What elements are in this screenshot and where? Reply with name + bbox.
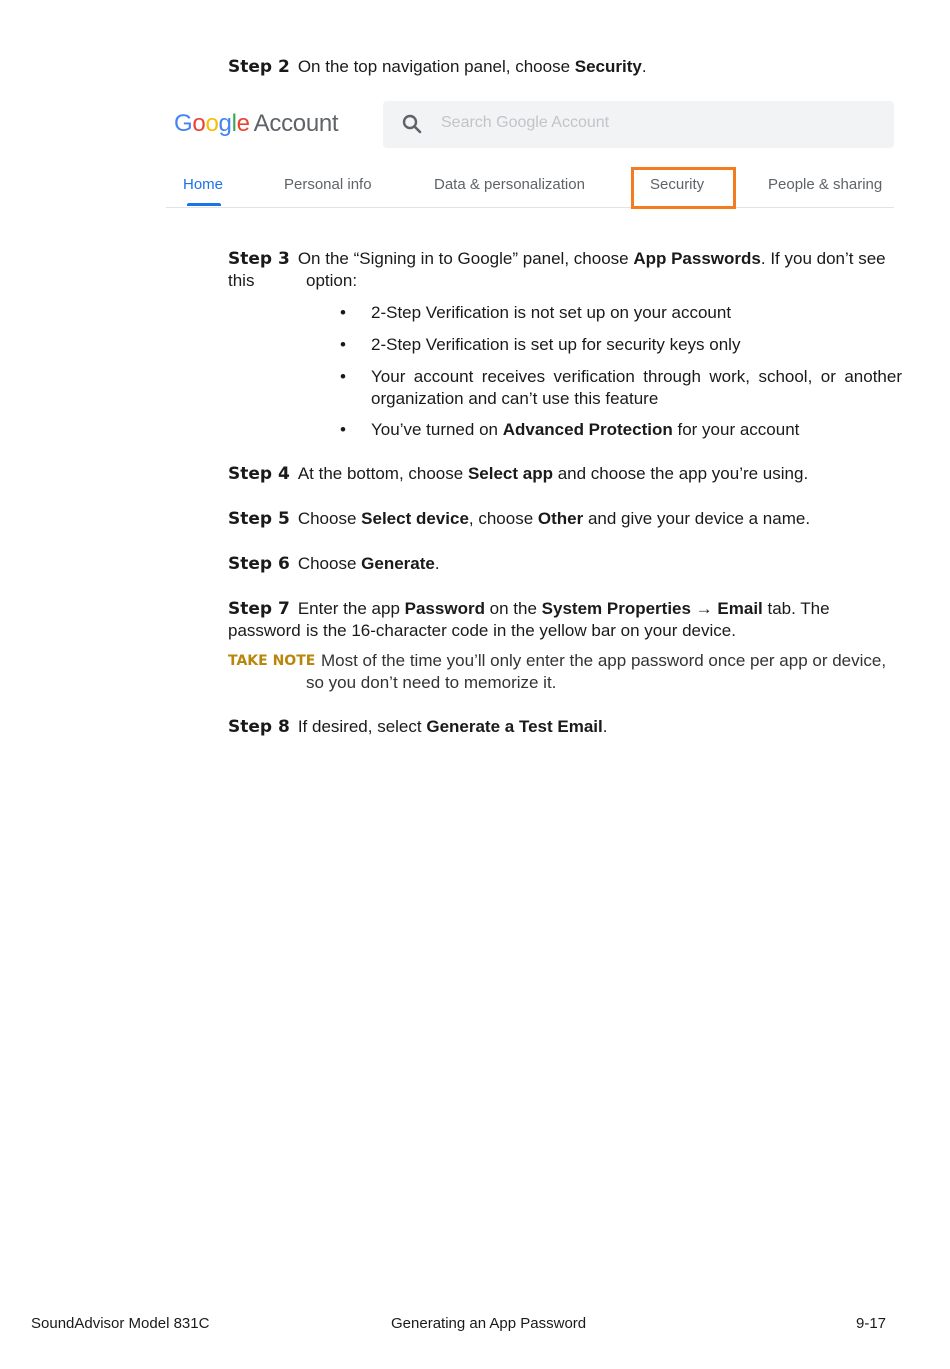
search-bar[interactable] [383, 101, 894, 148]
tab-people-sharing[interactable]: People & sharing [768, 176, 883, 193]
google-account-screenshot [166, 100, 894, 208]
step-6: Step 6 Choose Generate. [228, 554, 440, 574]
step-3: Step 3 On the “Signing in to Google” panel, choose App Passwords. If you don’t see this [228, 249, 886, 290]
footer-section-title: Generating an App Password [391, 1315, 587, 1332]
step-label: Step 8 [228, 717, 290, 737]
search-input[interactable]: Search Google Account [441, 114, 610, 131]
step-2: Step 2 On the top navigation panel, choose Security. [228, 57, 647, 77]
step-5: Step 5 Choose Select device, choose Other and give your device a name. [228, 509, 811, 529]
tab-personal-info[interactable]: Personal info [284, 176, 372, 193]
take-note-continuation: so you don’t need to memorize it. [306, 673, 557, 692]
step-label: Step 2 [228, 57, 290, 77]
security-highlight-box [631, 167, 736, 209]
step-label: Step 3 [228, 249, 290, 269]
step-4: Step 4 At the bottom, choose Select app and choose the app you’re using. [228, 464, 809, 484]
active-tab-indicator [187, 203, 221, 206]
step-label: Step 5 [228, 509, 290, 529]
footer-page-number: 9-17 [856, 1315, 887, 1332]
take-note-label: TAKE NOTE [228, 653, 316, 669]
step-8: Step 8 If desired, select Generate a Test Email. [228, 717, 608, 737]
step-7-continuation: is the 16-character code in the yellow bar on your device. [306, 621, 736, 640]
footer-product-name: SoundAdvisor Model 831C [31, 1315, 210, 1332]
step-7: Step 7 Enter the app Password on the System Properties → Email tab. The password [228, 599, 830, 640]
step-label: Step 4 [228, 464, 290, 484]
take-note-text: Most of the time you’ll only enter the app password once per app or device, [321, 651, 887, 670]
search-icon [401, 113, 423, 135]
tab-security[interactable]: Security [650, 176, 705, 193]
tabs-divider [166, 207, 894, 208]
google-account-logo: Google Account [174, 110, 339, 137]
tab-data-personalization[interactable]: Data & personalization [434, 176, 585, 193]
step-label: Step 6 [228, 554, 290, 574]
step-label: Step 7 [228, 599, 290, 619]
step-3-continuation: option: [306, 271, 358, 290]
tab-home[interactable]: Home [183, 176, 224, 193]
